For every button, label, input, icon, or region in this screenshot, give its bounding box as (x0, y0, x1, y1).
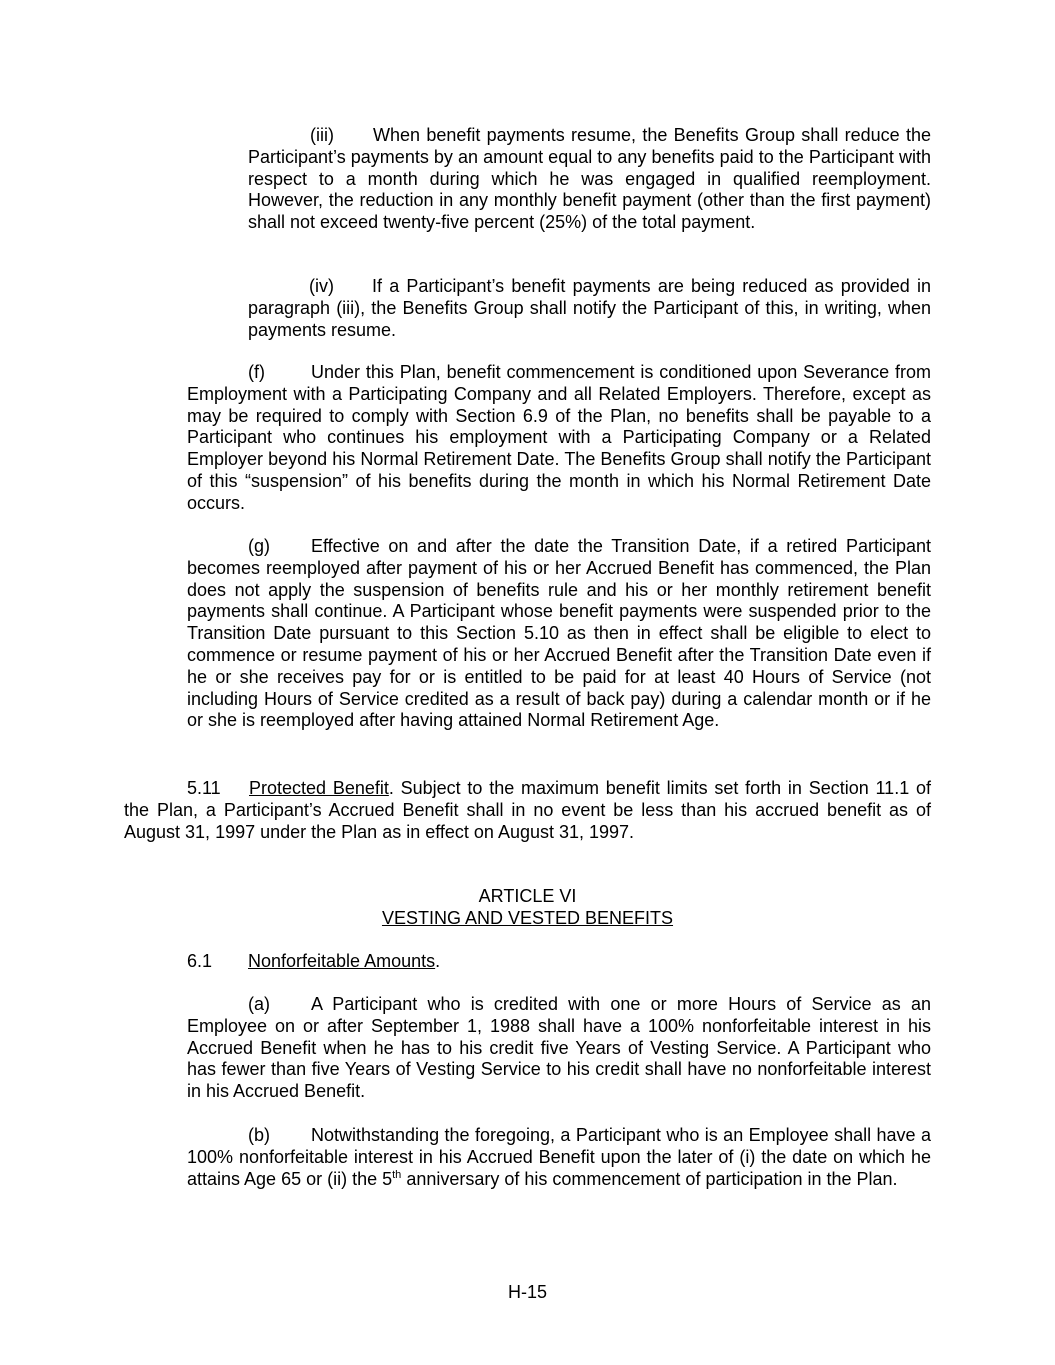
section-number: 5.11 (187, 778, 221, 798)
ordinal-suffix: th (392, 1168, 402, 1181)
section-6-1 (187, 951, 931, 973)
paragraph-text: If a Participant’s benefit payments are being reduced as provided in paragraph (iii), the Benefits Group shall notify the Participant of this, in writing, when payments resume. (248, 276, 931, 340)
paragraph-iv (248, 276, 931, 341)
paragraph-g (187, 536, 931, 732)
paragraph-text: Effective on and after the date the Transition Date, if a retired Participant becomes reemployed after payment of his or her Accrued Benefit has commenced, the Plan does not apply the suspension of benefits rule and his or her monthly retirement benefit payments shall continue. A Participant whose benefit payments were suspended prior to the Transition Date pursuant to this Section 5.10 as then in effect shall be eligible to elect to commence or resume payment of his or her Accrued Benefit after the Transition Date even if he or she receives pay for or is entitled to be paid for at least 40 Hours of Service (not including Hours of Service credited as a result of back pay) during a calendar month or if he or she is reemployed after having attained Normal Retirement Age. (187, 536, 931, 731)
paragraph-text: When benefit payments resume, the Benefits Group shall reduce the Participant’s payments by an amount equal to any benefits paid to the Participant with respect to a month during which he was engaged in qualified reemployment. However, the reduction in any monthly benefit payment (other than the first payment) shall not exceed twenty-five percent (25%) of the total payment. (248, 125, 931, 233)
article-title: VESTING AND VESTED BENEFITS (381, 908, 674, 928)
paragraph-a (187, 994, 931, 1103)
paragraph-text-after: anniversary of his commencement of participation in the Plan. (401, 1168, 898, 1189)
paragraph-text-before: Notwithstanding the foregoing, a Participant who is an Employee shall have a 100% nonforfeitable interest in his Accrued Benefit upon the later of (i) the date on which he attains Age 65 or (ii) the 5 (187, 1125, 931, 1189)
article-title-line (0, 908, 1055, 930)
section-suffix: . (435, 951, 441, 971)
section-text: . Subject to the maximum benefit limits set forth in Section 11.1 of the Plan, a Participant’s Accrued Benefit shall in no event be less than his accrued benefit as of August 31, 1997 under the Plan as in effect on August 31, 1997. (124, 778, 931, 842)
paragraph-label: (g) (248, 536, 270, 556)
paragraph-b (187, 1125, 931, 1190)
paragraph-label: (b) (248, 1125, 270, 1145)
paragraph-label: (iv) (309, 276, 334, 296)
paragraph-label: (a) (248, 994, 270, 1014)
section-5-11 (124, 778, 931, 843)
paragraph-iii (248, 125, 931, 234)
paragraph-f (187, 362, 931, 515)
section-number: 6.1 (187, 951, 213, 971)
section-heading: Protected Benefit (249, 778, 389, 798)
page-number: H-15 (507, 1282, 547, 1302)
paragraph-label: (iii) (310, 125, 334, 145)
paragraph-text: Under this Plan, benefit commencement is conditioned upon Severance from Employment with a Participating Company and all Related Employers. Therefore, except as may be required to comply with Section 6.9 of the Plan, no benefits shall be payable to a Participant who continues his employment with a Participating Company or a Related Employer beyond his Normal Retirement Date. The Benefits Group shall notify the Participant of this “suspension” of his benefits during the month in which his Normal Retirement Date occurs. (187, 362, 931, 513)
article-number: ARTICLE VI (478, 886, 577, 906)
section-heading: Nonforfeitable Amounts (248, 951, 436, 971)
paragraph-label: (f) (248, 362, 265, 382)
paragraph-text: A Participant who is credited with one or more Hours of Service as an Employee on or after September 1, 1988 shall have a 100% nonforfeitable interest in his Accrued Benefit when he has to his credit five Years of Vesting Service. A Participant who has fewer than five Years of Vesting Service to his credit shall have no nonforfeitable interest in his Accrued Benefit. (187, 994, 931, 1102)
